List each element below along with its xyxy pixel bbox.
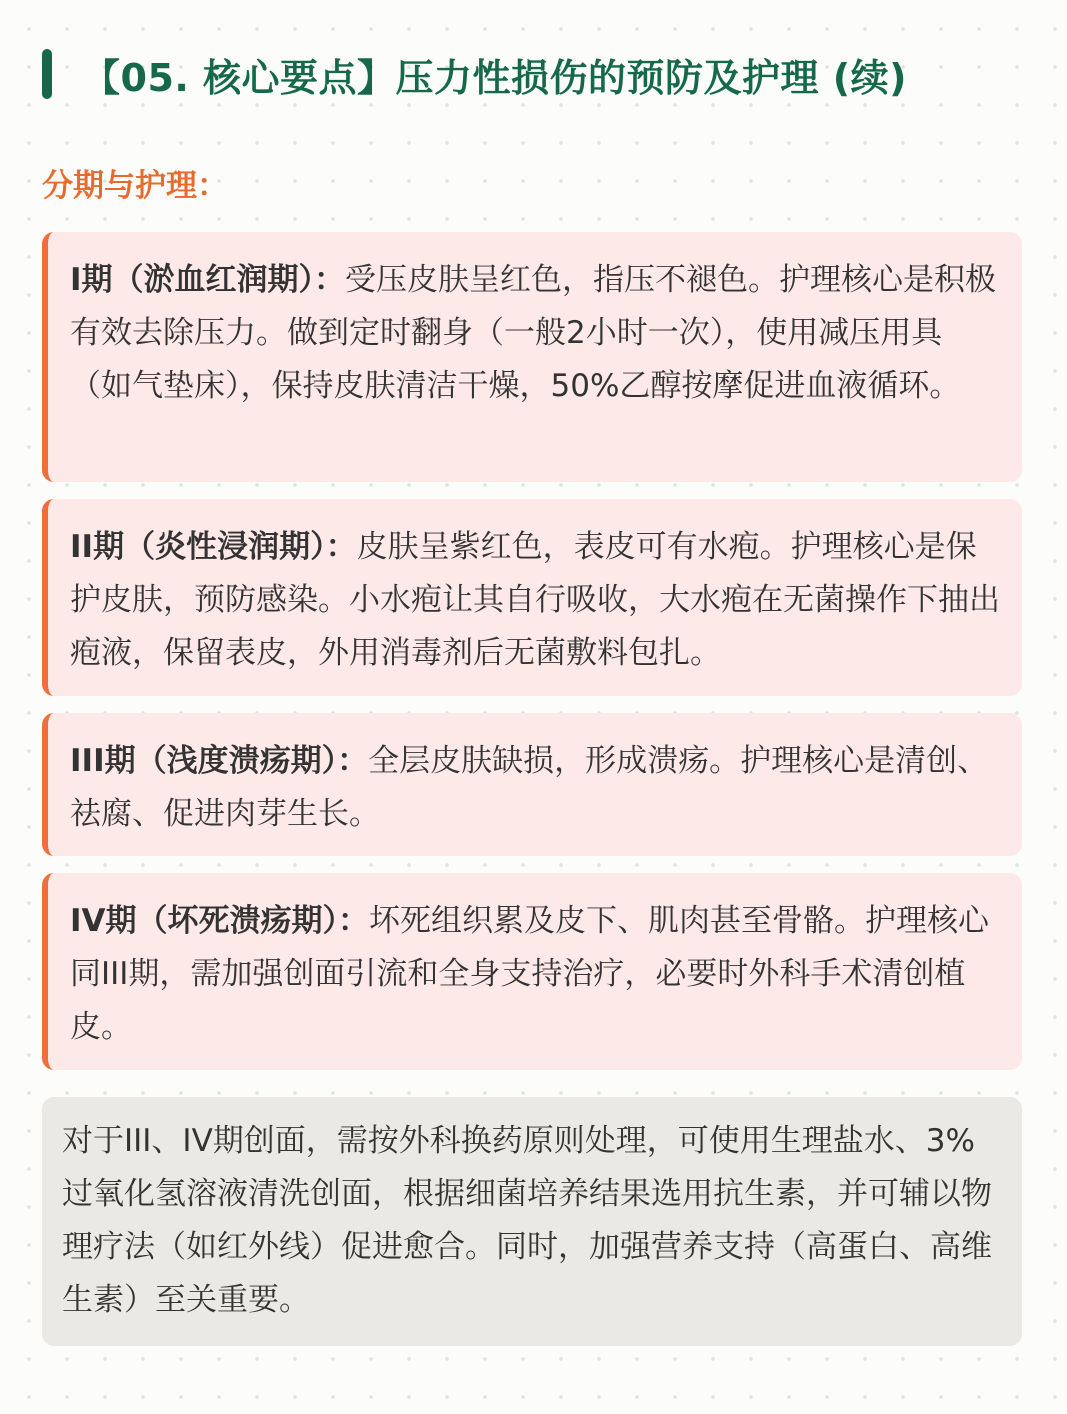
stage-description: 坏死组织累及皮下、肌肉甚至骨骼。护理核心同III期，需加强创面引流和全身支持治疗，必要时外科手术清创植皮。 [70,903,990,1045]
title-accent-bar [42,49,52,99]
stage-description: 受压皮肤呈红色，指压不褪色。护理核心是积极有效去除压力。做到定时翻身（一般2小时一次），使用减压用具（如气垫床），保持皮肤清洁干燥，50%乙醇按摩促进血液循环。 [70,262,997,404]
page-header [42,48,907,100]
stage-card-1 [42,232,1022,482]
stage-label: II期（炎性浸润期）： [70,529,357,565]
page-title: 【05. 核心要点】压力性损伤的预防及护理 (续) [82,55,908,100]
stage-card-2 [42,499,1022,696]
stage-card-3 [42,713,1022,856]
stage-label: III期（浅度溃疡期）： [70,743,369,779]
stage-card-4 [42,873,1022,1070]
treatment-note-box [42,1097,1022,1346]
stage-label: I期（淤血红润期）： [70,262,346,298]
treatment-note-text: 对于III、IV期创面，需按外科换药原则处理，可使用生理盐水、3%过氧化氢溶液清洗创面，根据细菌培养结果选用抗生素，并可辅以物理疗法（如红外线）促进愈合。同时，加强营养支持（高蛋白、高维生素）至关重要。 [62,1123,992,1318]
section-subtitle: 分期与护理： [42,168,228,204]
stage-label: IV期（坏死溃疡期）： [70,903,370,939]
stage-description: 全层皮肤缺损，形成溃疡。护理核心是清创、祛腐、促进肉芽生长。 [70,743,989,832]
stage-description: 皮肤呈紫红色，表皮可有水疱。护理核心是保护皮肤，预防感染。小水疱让其自行吸收，大水疱在无菌操作下抽出疱液，保留表皮，外用消毒剂后无菌敷料包扎。 [70,529,1000,671]
